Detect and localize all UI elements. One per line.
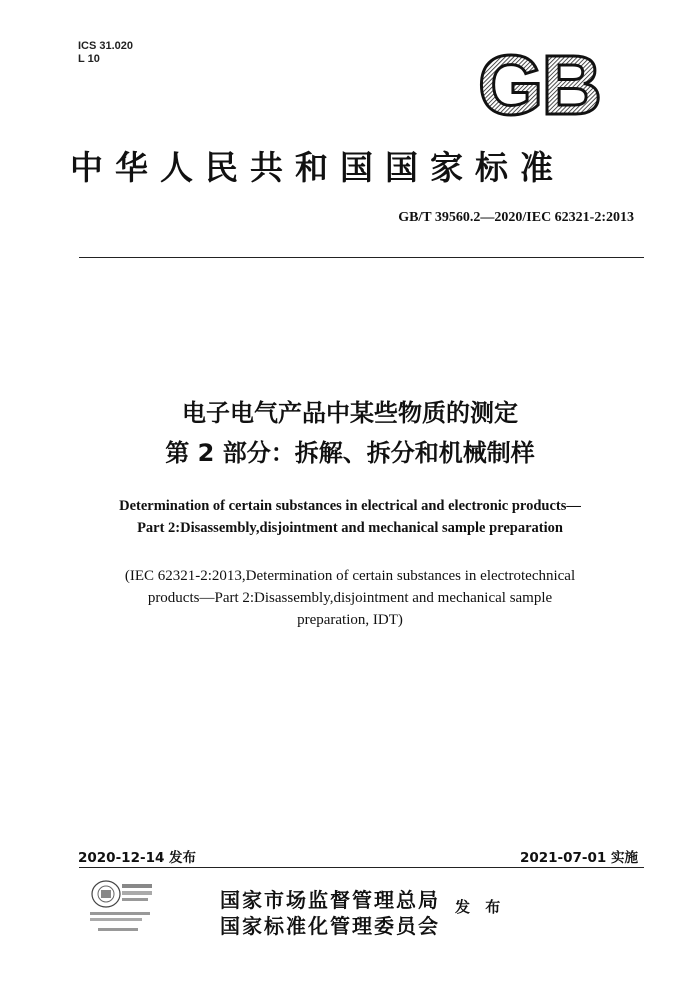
title-en-line1: Determination of certain substances in electrical and electronic products— [119, 498, 581, 514]
issue-date: 2020-12-14 发布 [78, 850, 197, 866]
footer-divider [79, 867, 644, 868]
publish-label: 发 布 [455, 898, 506, 916]
equivalence-line2: products—Part 2:Disassembly,disjointment and mechanical sample [147, 590, 553, 606]
equivalence-line3: preparation, IDT) [297, 612, 403, 628]
standard-number: GB/T 39560.2—2020/IEC 62321-2:2013 [398, 210, 634, 225]
implementation-date: 2021-07-01 实施 [519, 850, 638, 866]
title-cn-line1: 电子电气产品中某些物质的测定 [182, 399, 518, 427]
gb-logo-text: GB [478, 48, 600, 120]
classification-codes [78, 40, 133, 66]
anti-counterfeit-seal-icon [84, 876, 156, 938]
title-cn-line2: 第 2 部分：拆解、拆分和机械制样 [165, 439, 535, 467]
national-standard-title: 中华人民共和国国家标准 [70, 148, 565, 187]
issuing-authority-sac: 国家标准化管理委员会 [220, 914, 440, 938]
equivalence-line1: (IEC 62321-2:2013,Determination of certain substances in electrotechnical [124, 568, 576, 584]
issuing-authority-samr: 国家市场监督管理总局 [220, 888, 440, 912]
header-divider [79, 257, 644, 258]
title-en-line2: Part 2:Disassembly,disjointment and mechanical sample preparation [137, 520, 563, 536]
ics-code: ICS 31.020 [78, 40, 134, 52]
gb-logo [467, 48, 612, 120]
ccs-code: L 10 [78, 53, 100, 65]
